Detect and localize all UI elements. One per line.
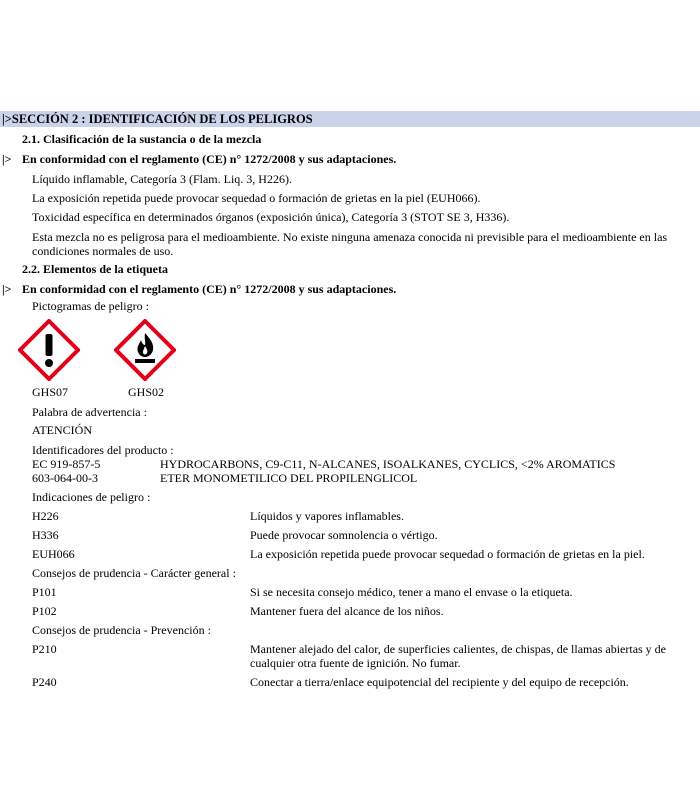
identifiers-title: Identificadores del producto : <box>32 443 174 457</box>
sds-section-2 <box>0 111 700 689</box>
precaution-text: Mantener alejado del calor, de superficies calientes, de chispas, de llamas abiertas y de cualquier otra fuente de ignición. No fumar. <box>250 642 667 670</box>
flame-icon <box>114 319 176 381</box>
precaution-code: P102 <box>32 604 57 618</box>
hazard-code: H226 <box>32 509 59 523</box>
change-marker: |> <box>2 152 12 166</box>
hazard-code: H336 <box>32 528 59 542</box>
precaution-code: P240 <box>32 675 57 689</box>
precaution-text: Si se necesita consejo médico, tener a mano el envase o la etiqueta. <box>250 585 573 599</box>
pictogram-code: GHS02 <box>128 385 165 399</box>
pictogram-ghs02 <box>114 319 210 399</box>
hazard-text: Líquidos y vapores inflamables. <box>250 509 404 523</box>
classification-item: La exposición repetida puede provocar sequedad o formación de grietas en la piel (EUH066). <box>32 191 481 205</box>
precaution-row <box>32 585 700 599</box>
identifier-row <box>32 471 700 485</box>
hazard-text: Puede provocar somnolencia o vértigo. <box>250 528 438 542</box>
change-marker: |> <box>2 282 12 296</box>
hazard-row <box>32 509 700 523</box>
section-title-bar: |>SECCIÓN 2 : IDENTIFICACIÓN DE LOS PELIGROS <box>0 111 700 127</box>
precaution-row <box>32 642 700 670</box>
pictogram-code: GHS07 <box>32 385 69 399</box>
hazard-code: EUH066 <box>32 547 75 561</box>
pictogram-ghs07 <box>18 319 114 399</box>
identifier-code: 603-064-00-3 <box>32 471 98 485</box>
classification-heading: 2.1. Clasificación de la sustancia o de la mezcla <box>22 132 262 146</box>
classification-regulation <box>2 151 700 167</box>
classification-item: Toxicidad específica en determinados órganos (exposición única), Categoría 3 (STOT SE 3, H336). <box>32 210 510 224</box>
prevention-precautions-title: Consejos de prudencia - Prevención : <box>32 623 211 637</box>
precaution-code: P101 <box>32 585 57 599</box>
general-precautions-title: Consejos de prudencia - Carácter general : <box>32 566 236 580</box>
hazard-row <box>32 547 700 561</box>
precaution-text: Conectar a tierra/enlace equipotencial del recipiente y del equipo de recepción. <box>250 675 629 689</box>
precaution-code: P210 <box>32 642 57 656</box>
exclamation-mark-icon <box>18 319 80 381</box>
classification-item: Líquido inflamable, Categoría 3 (Flam. Liq. 3, H226). <box>32 172 292 186</box>
hazard-statements-title: Indicaciones de peligro : <box>32 490 151 504</box>
signal-word: ATENCIÓN <box>32 423 92 437</box>
label-regulation <box>2 281 700 297</box>
identifier-name: HYDROCARBONS, C9-C11, N-ALCANES, ISOALKANES, CYCLICS, <2% AROMATICS <box>160 457 616 471</box>
hazard-row <box>32 528 700 542</box>
identifier-code: EC 919-857-5 <box>32 457 101 471</box>
environment-note: Esta mezcla no es peligrosa para el medioambiente. No existe ninguna amenaza conocida ni previsible para el medioambiente en las condiciones normales de uso. <box>32 230 668 258</box>
pictograms-title: Pictogramas de peligro : <box>32 299 149 313</box>
regulation-text: En conformidad con el reglamento (CE) n° 1272/2008 y sus adaptaciones. <box>22 282 397 296</box>
precaution-row <box>32 604 700 618</box>
label-elements-heading: 2.2. Elementos de la etiqueta <box>22 262 168 276</box>
identifier-name: ETER MONOMETILICO DEL PROPILENGLICOL <box>160 471 418 485</box>
precaution-text: Mantener fuera del alcance de los niños. <box>250 604 444 618</box>
signal-word-title: Palabra de advertencia : <box>32 405 147 419</box>
precaution-row <box>32 675 700 689</box>
pictogram-list <box>18 319 700 399</box>
regulation-text: En conformidad con el reglamento (CE) n° 1272/2008 y sus adaptaciones. <box>22 152 397 166</box>
hazard-text: La exposición repetida puede provocar sequedad o formación de grietas en la piel. <box>250 547 645 561</box>
identifier-row <box>32 457 700 471</box>
